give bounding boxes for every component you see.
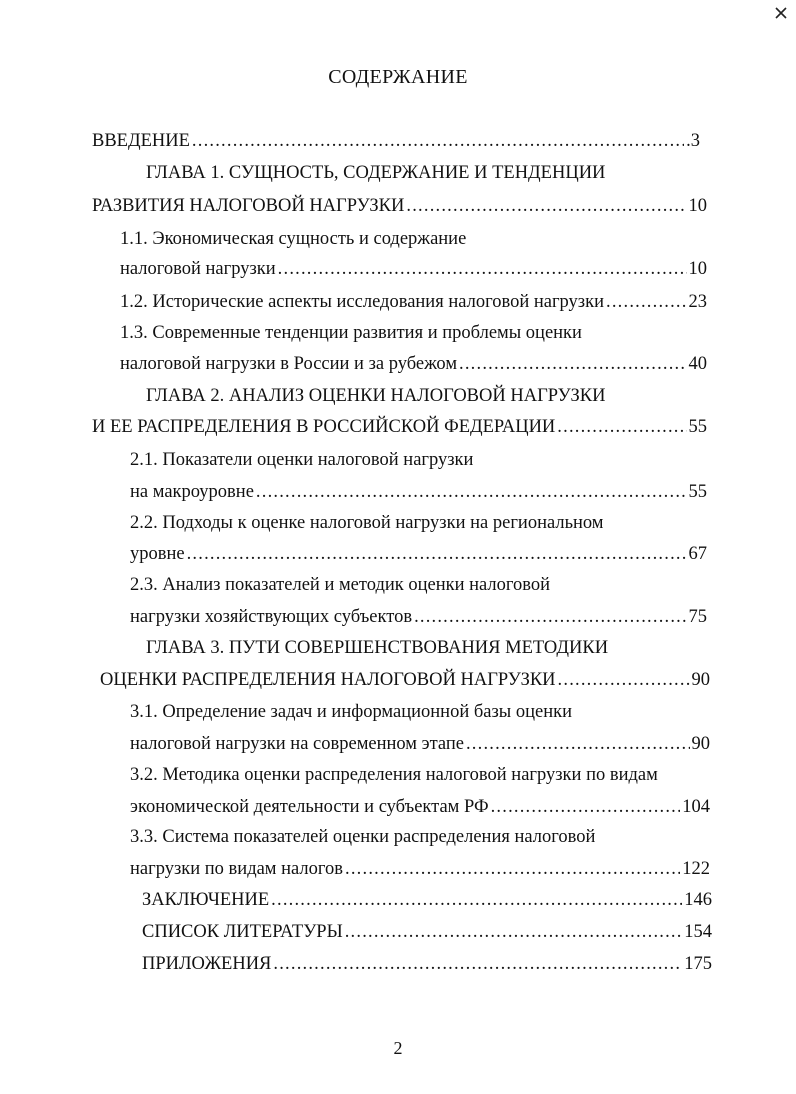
- toc-section-2-3-line1[interactable]: 2.3. Анализ показателей и методик оценки налоговой: [130, 575, 551, 595]
- leader-dots: [256, 481, 687, 503]
- toc-entry-section-1-1[interactable]: [120, 258, 707, 280]
- leader-dots: [345, 858, 680, 880]
- leader-dots: [557, 416, 686, 438]
- toc-page: 104: [682, 797, 710, 817]
- toc-page: 55: [688, 417, 707, 437]
- toc-section-3-2-line1[interactable]: 3.2. Методика оценки распределения налоговой нагрузки по видам: [130, 765, 658, 785]
- toc-section-3-1-line1[interactable]: 3.1. Определение задач и информационной базы оценки: [130, 702, 572, 722]
- toc-section-1-3-line1[interactable]: 1.3. Современные тенденции развития и проблемы оценки: [120, 323, 582, 343]
- toc-label: СПИСОК ЛИТЕРАТУРЫ: [142, 922, 343, 942]
- leader-dots: [273, 953, 682, 975]
- leader-dots: [558, 669, 690, 691]
- toc-label: налоговой нагрузки: [120, 259, 276, 279]
- toc-label: 1.2. Исторические аспекты исследования налоговой нагрузки: [120, 292, 605, 312]
- toc-entry-appendices[interactable]: [142, 953, 712, 975]
- toc-entry-section-2-3[interactable]: [130, 606, 707, 628]
- toc-entry-section-1-3[interactable]: [120, 353, 707, 375]
- toc-page: 154: [684, 922, 712, 942]
- page-number: 2: [393, 1038, 403, 1058]
- toc-page: 55: [688, 482, 707, 502]
- toc-entry-section-3-1[interactable]: [130, 733, 710, 755]
- toc-label: налоговой нагрузки на современном этапе: [130, 734, 464, 754]
- leader-dots: [271, 889, 682, 911]
- toc-label: экономической деятельности и субъектам РФ: [130, 797, 489, 817]
- toc-label: налоговой нагрузки в России и за рубежом: [120, 354, 458, 374]
- leader-dots: [459, 353, 686, 375]
- toc-entry-chapter-3[interactable]: [100, 669, 710, 691]
- toc-section-3-3-line1[interactable]: 3.3. Система показателей оценки распределения налоговой: [130, 827, 596, 847]
- toc-label: нагрузки по видам налогов: [130, 859, 344, 879]
- toc-page: 146: [684, 890, 712, 910]
- toc-entry-section-3-2[interactable]: [130, 796, 710, 818]
- leader-dots: [192, 130, 684, 152]
- toc-label: на макроуровне: [130, 482, 254, 502]
- toc-chapter-3-line1[interactable]: ГЛАВА 3. ПУТИ СОВЕРШЕНСТВОВАНИЯ МЕТОДИКИ: [146, 638, 609, 658]
- toc-page: 23: [688, 292, 707, 312]
- toc-page: 90: [691, 670, 710, 690]
- toc-label: уровне: [130, 544, 185, 564]
- toc-entry-section-1-2[interactable]: [120, 291, 707, 313]
- leader-dots: [414, 606, 686, 628]
- toc-label: И ЕЕ РАСПРЕДЕЛЕНИЯ В РОССИЙСКОЙ ФЕДЕРАЦИИ: [92, 417, 556, 437]
- toc-entry-intro[interactable]: [92, 130, 700, 152]
- toc-page: 67: [688, 544, 707, 564]
- toc-page: 175: [684, 954, 712, 974]
- toc-section-1-1-line1[interactable]: 1.1. Экономическая сущность и содержание: [120, 229, 467, 249]
- toc-entry-section-3-3[interactable]: [130, 858, 710, 880]
- corner-mark-icon: [774, 6, 788, 20]
- toc-page: 40: [688, 354, 707, 374]
- leader-dots: [466, 733, 690, 755]
- leader-dots: [345, 921, 683, 943]
- toc-section-2-2-line1[interactable]: 2.2. Подходы к оценке налоговой нагрузки на региональном: [130, 513, 604, 533]
- toc-label: ВВЕДЕНИЕ: [92, 131, 190, 151]
- toc-section-2-1-line1[interactable]: 2.1. Показатели оценки налоговой нагрузки: [130, 450, 474, 470]
- toc-page: 122: [682, 859, 710, 879]
- toc-label: ОЦЕНКИ РАСПРЕДЕЛЕНИЯ НАЛОГОВОЙ НАГРУЗКИ: [100, 670, 556, 690]
- toc-page: 10: [688, 259, 707, 279]
- toc-chapter-1-line1[interactable]: ГЛАВА 1. СУЩНОСТЬ, СОДЕРЖАНИЕ И ТЕНДЕНЦИИ: [146, 163, 606, 183]
- toc-page: 10: [688, 196, 707, 216]
- toc-entry-conclusion[interactable]: [142, 889, 712, 911]
- toc-title: СОДЕРЖАНИЕ: [328, 66, 468, 88]
- leader-dots: [491, 796, 681, 818]
- toc-entry-references[interactable]: [142, 921, 712, 943]
- toc-label: ПРИЛОЖЕНИЯ: [142, 954, 272, 974]
- toc-entry-section-2-1[interactable]: [130, 481, 707, 503]
- toc-label: нагрузки хозяйствующих субъектов: [130, 607, 413, 627]
- toc-chapter-2-line1[interactable]: ГЛАВА 2. АНАЛИЗ ОЦЕНКИ НАЛОГОВОЙ НАГРУЗКИ: [146, 386, 606, 406]
- leader-dots: [187, 543, 687, 565]
- toc-page: .3: [686, 131, 700, 151]
- toc-entry-chapter-2[interactable]: [92, 416, 707, 438]
- leader-dots: [406, 195, 686, 217]
- leader-dots: [278, 258, 687, 280]
- toc-page: 75: [688, 607, 707, 627]
- toc-entry-chapter-1[interactable]: [92, 195, 707, 217]
- toc-label: ЗАКЛЮЧЕНИЕ: [142, 890, 270, 910]
- toc-entry-section-2-2[interactable]: [130, 543, 707, 565]
- toc-page: 90: [691, 734, 710, 754]
- toc-label: РАЗВИТИЯ НАЛОГОВОЙ НАГРУЗКИ: [92, 196, 405, 216]
- leader-dots: [606, 291, 686, 313]
